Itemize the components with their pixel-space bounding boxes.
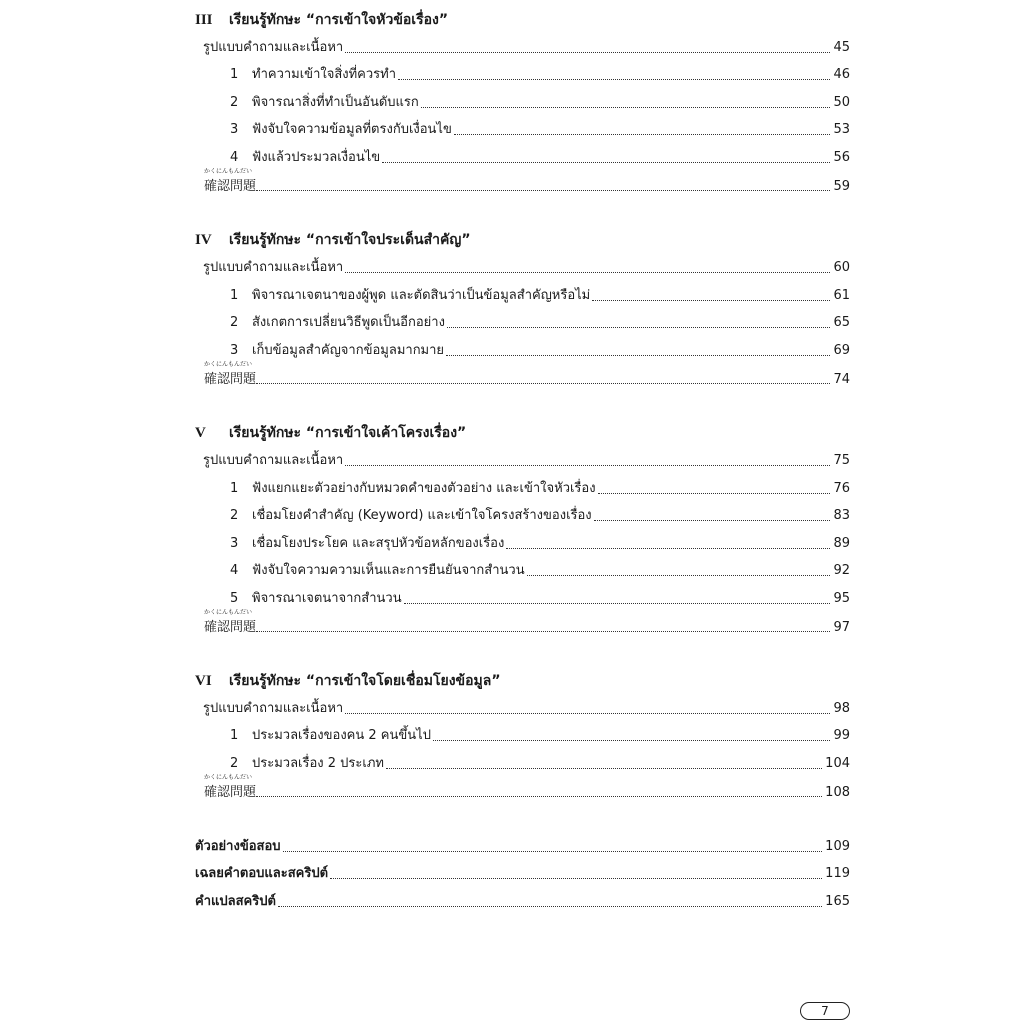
page-ref: 76 (833, 481, 850, 496)
dot-leader (433, 740, 831, 741)
toc-entry[interactable] (230, 146, 850, 166)
entry-label: พิจารณาเจตนาของผู้พูด และตัดสินว่าเป็นข้อมูลสำคัญหรือไม่ (252, 288, 591, 303)
entry-number: 1 (230, 67, 239, 82)
entry-label: คำแปลสคริปต์ (195, 894, 276, 909)
entry-number: 2 (230, 756, 239, 771)
toc-entry-overview[interactable] (203, 36, 850, 56)
dot-leader (345, 52, 830, 53)
page-ref: 75 (833, 453, 850, 468)
page-ref: 60 (833, 260, 850, 275)
section-number: III (195, 12, 213, 28)
entry-number: 1 (230, 288, 239, 303)
dot-leader (345, 272, 830, 273)
entry-number: 2 (230, 315, 239, 330)
entry-number: 3 (230, 343, 239, 358)
toc-entry-overview[interactable] (203, 256, 850, 276)
toc-entry[interactable] (230, 311, 850, 331)
entry-label: พิจารณาสิ่งที่ทำเป็นอันดับแรก (252, 95, 419, 110)
page-ref: 89 (833, 536, 850, 551)
toc-entry-review[interactable] (204, 363, 850, 387)
page-ref: 56 (833, 150, 850, 165)
section-heading (195, 9, 448, 31)
toc-entry[interactable] (230, 118, 850, 138)
entry-label: ประมวลเรื่องของคน 2 คนขึ้นไป (252, 728, 431, 743)
entry-label: รูปแบบคำถามและเนื้อหา (203, 453, 344, 468)
page-ref: 59 (833, 179, 850, 194)
page-ref: 46 (833, 67, 850, 82)
entry-label: สังเกตการเปลี่ยนวิธีพูดเป็นอีกอย่าง (252, 315, 445, 330)
section-heading (195, 229, 471, 251)
entry-label: 確認問題 (204, 372, 257, 387)
entry-number: 1 (230, 481, 239, 496)
page-ref: 109 (825, 839, 850, 854)
dot-leader (398, 79, 830, 80)
section-title: เรียนรู้ทักษะ “การเข้าใจโดยเชื่อมโยงข้อมูล” (229, 673, 501, 689)
entry-number: 2 (230, 95, 239, 110)
page-number: 7 (800, 1002, 850, 1020)
toc-entry[interactable] (230, 724, 850, 744)
page-ref: 69 (833, 343, 850, 358)
dot-leader (278, 906, 822, 907)
section-number: VI (195, 673, 212, 689)
toc-entry-back-matter[interactable] (195, 890, 850, 910)
dot-leader (447, 327, 831, 328)
entry-label: พิจารณาเจตนาจากสำนวน (252, 591, 402, 606)
entry-label: รูปแบบคำถามและเนื้อหา (203, 260, 344, 275)
page-ref: 98 (833, 701, 850, 716)
page-ref: 65 (833, 315, 850, 330)
toc-entry[interactable] (230, 504, 850, 524)
dot-leader (446, 355, 830, 356)
furigana: かくにんもんだい (204, 774, 253, 781)
page-ref: 104 (825, 756, 850, 771)
entry-number: 1 (230, 728, 239, 743)
dot-leader (592, 300, 830, 301)
entry-label: ทำความเข้าใจสิ่งที่ควรทำ (252, 67, 397, 82)
dot-leader (256, 383, 830, 384)
section-heading (195, 422, 466, 444)
dot-leader (345, 713, 830, 714)
dot-leader (256, 631, 830, 632)
entry-label: ฟังจับใจความความเห็นและการยืนยันจากสำนวน (252, 563, 525, 578)
page-ref: 53 (833, 122, 850, 137)
toc-entry[interactable] (230, 587, 850, 607)
dot-leader (256, 190, 830, 191)
page-ref: 165 (825, 894, 850, 909)
toc-entry[interactable] (230, 559, 850, 579)
dot-leader (454, 134, 831, 135)
page-ref: 45 (833, 40, 850, 55)
toc-entry[interactable] (230, 532, 850, 552)
dot-leader (527, 575, 831, 576)
page-ref: 108 (825, 785, 850, 800)
page-ref: 92 (833, 563, 850, 578)
entry-number: 3 (230, 536, 239, 551)
entry-label: ตัวอย่างข้อสอบ (195, 839, 281, 854)
toc-entry-review[interactable] (204, 170, 850, 194)
page-ref: 97 (833, 620, 850, 635)
toc-entry-back-matter[interactable] (195, 862, 850, 882)
entry-number: 3 (230, 122, 239, 137)
toc-entry[interactable] (230, 752, 850, 772)
dot-leader (283, 851, 823, 852)
entry-label: เก็บข้อมูลสำคัญจากข้อมูลมากมาย (252, 343, 445, 358)
dot-leader (256, 796, 822, 797)
dot-leader (330, 878, 822, 879)
entry-label: 確認問題 (204, 785, 257, 800)
section-title: เรียนรู้ทักษะ “การเข้าใจประเด็นสำคัญ” (229, 232, 471, 248)
dot-leader (345, 465, 830, 466)
entry-label: เชื่อมโยงคำสำคัญ (Keyword) และเข้าใจโครงสร้างของเรื่อง (252, 508, 592, 523)
toc-entry-review[interactable] (204, 611, 850, 635)
toc-entry[interactable] (230, 477, 850, 497)
entry-label: 確認問題 (204, 179, 257, 194)
entry-number: 5 (230, 591, 239, 606)
entry-label: เฉลยคำตอบและสคริปต์ (195, 866, 329, 881)
page-ref: 83 (833, 508, 850, 523)
toc-entry[interactable] (230, 91, 850, 111)
dot-leader (382, 162, 830, 163)
entry-number: 4 (230, 563, 239, 578)
furigana: かくにんもんだい (204, 168, 253, 175)
toc-entry-review[interactable] (204, 776, 850, 800)
page-ref: 95 (833, 591, 850, 606)
dot-leader (598, 493, 831, 494)
furigana: かくにんもんだい (204, 361, 253, 368)
section-number: IV (195, 232, 212, 248)
section-heading (195, 670, 501, 692)
toc-entry-overview[interactable] (203, 449, 850, 469)
dot-leader (404, 603, 831, 604)
page-ref: 50 (833, 95, 850, 110)
toc-entry-overview[interactable] (203, 697, 850, 717)
section-title: เรียนรู้ทักษะ “การเข้าใจหัวข้อเรื่อง” (229, 12, 449, 28)
dot-leader (421, 107, 831, 108)
toc-entry-back-matter[interactable] (195, 835, 850, 855)
toc-entry[interactable] (230, 339, 850, 359)
entry-label: เชื่อมโยงประโยค และสรุปหัวข้อหลักของเรื่อง (252, 536, 505, 551)
entry-number: 2 (230, 508, 239, 523)
entry-label: ฟังจับใจความข้อมูลที่ตรงกับเงื่อนไข (252, 122, 452, 137)
entry-number: 4 (230, 150, 239, 165)
entry-label: ฟังแยกแยะตัวอย่างกับหมวดคำของตัวอย่าง และเข้าใจหัวเรื่อง (252, 481, 596, 496)
dot-leader (506, 548, 830, 549)
entry-label: 確認問題 (204, 620, 257, 635)
dot-leader (386, 768, 822, 769)
toc-entry[interactable] (230, 284, 850, 304)
entry-label: รูปแบบคำถามและเนื้อหา (203, 701, 344, 716)
page-ref: 74 (833, 372, 850, 387)
furigana: かくにんもんだい (204, 609, 253, 616)
entry-label: ฟังแล้วประมวลเงื่อนไข (252, 150, 381, 165)
page-ref: 119 (825, 866, 850, 881)
section-number: V (195, 425, 206, 441)
page-ref: 99 (833, 728, 850, 743)
entry-label: รูปแบบคำถามและเนื้อหา (203, 40, 344, 55)
entry-label: ประมวลเรื่อง 2 ประเภท (252, 756, 384, 771)
section-title: เรียนรู้ทักษะ “การเข้าใจเค้าโครงเรื่อง” (229, 425, 467, 441)
page-ref: 61 (833, 288, 850, 303)
dot-leader (594, 520, 831, 521)
toc-entry[interactable] (230, 63, 850, 83)
